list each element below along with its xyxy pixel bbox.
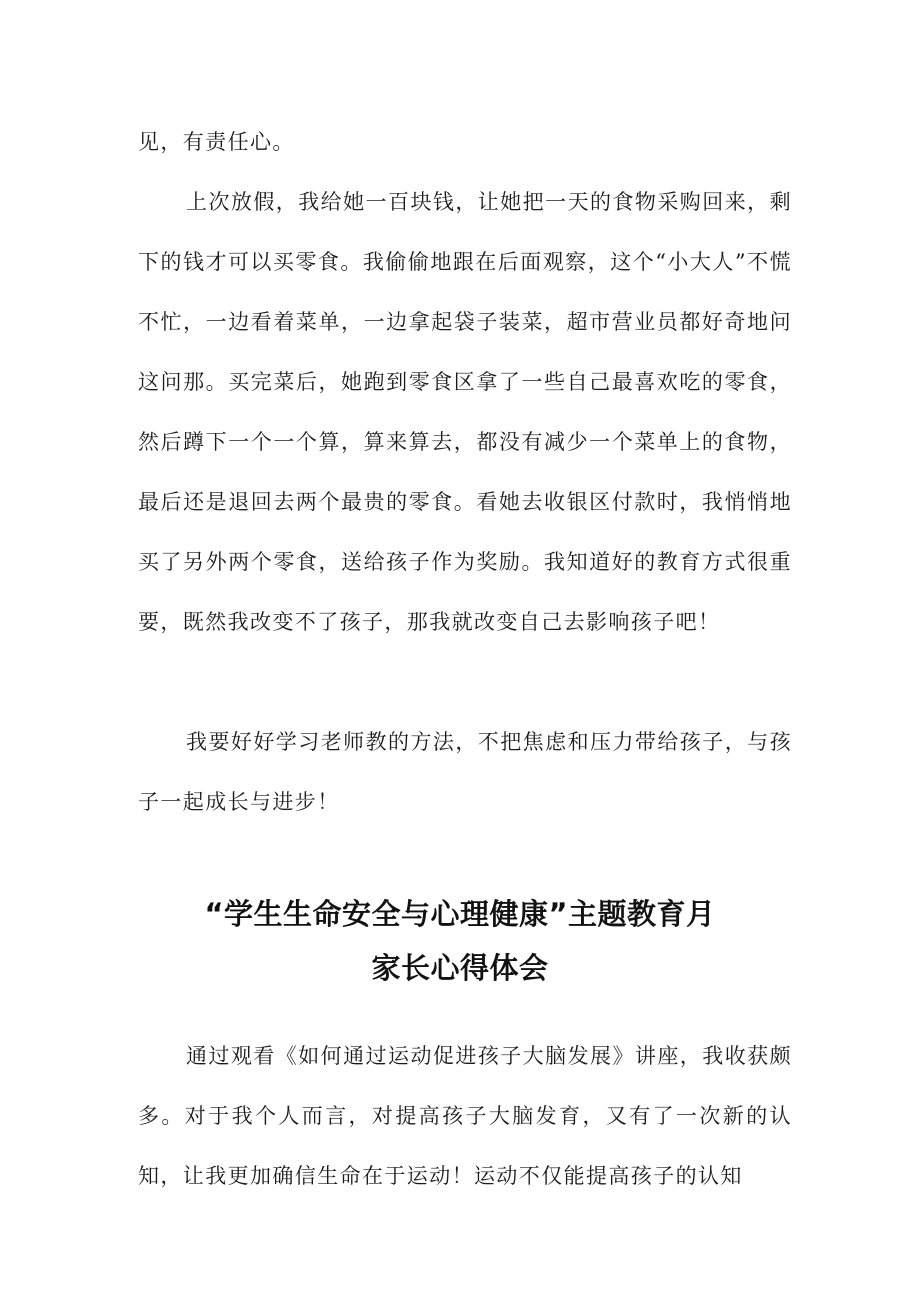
section-heading-line2: 家长心得体会 [371,951,549,985]
paragraph-continuation: 见，有责任心。 [138,130,295,154]
paragraph-lecture-reflection: 通过观看《如何通过运动促进孩子大脑发展》讲座，我收获颇多。对于我个人而言，对提高孩子大脑发育，又有了一次新的认知，让我更加确信生命在于运动！运动不仅能提高孩子的认知 [138,1044,792,1188]
paragraph-shopping-story: 上次放假，我给她一百块钱，让她把一天的食物采购回来，剩下的钱才可以买零食。我偷偷地跟在后面观察，这个“小大人”不慌不忙，一边看着菜单，一边拿起袋子装菜，超市营业员都好奇地问这问那。买完菜后，她跑到零食区拿了一些自己最喜欢吃的零食，然后蹲下一个一个算，算来算去，都没有减少一个菜单上的食物，最后还是退回去两个最贵的零食。看她去收银区付款时，我悄悄地买了另外两个零食，送给孩子作为奖励。我知道好的教育方式很重要，既然我改变不了孩子，那我就改变自己去影响孩子吧！ [138,190,792,634]
paragraph-learning-commitment: 我要好好学习老师教的方法，不把焦虑和压力带给孩子，与孩子一起成长与进步！ [138,730,792,814]
section-heading-line1: “学生生命安全与心理健康”主题教育月 [204,897,716,931]
